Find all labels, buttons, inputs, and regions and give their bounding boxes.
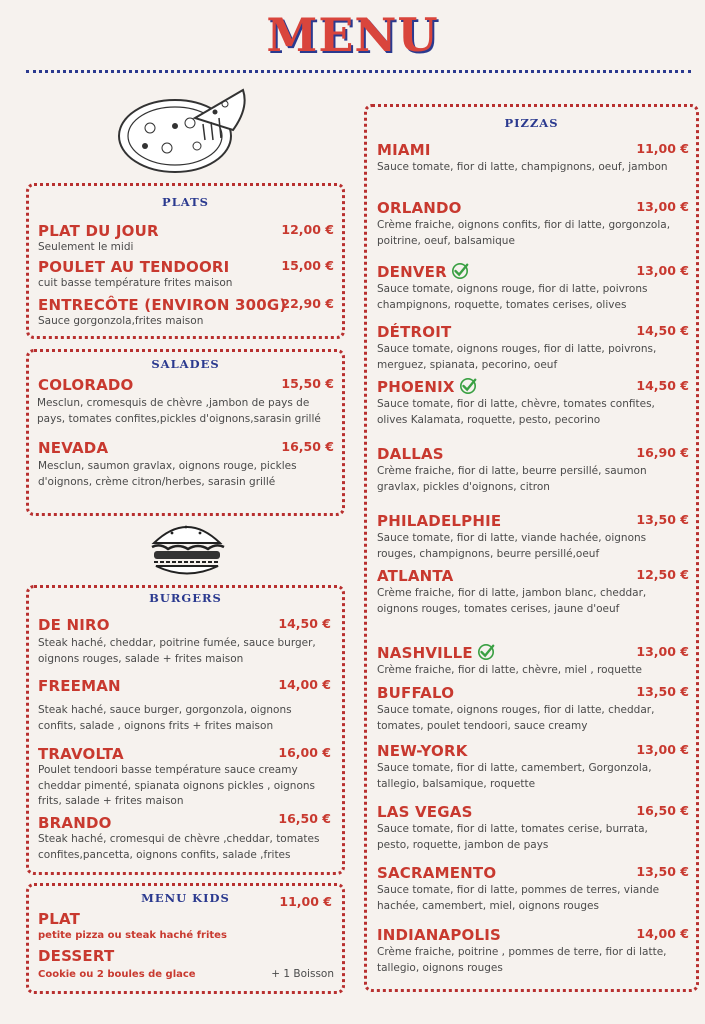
item-name [377,323,451,341]
item-description: Crème fraiche, fior di latte, chèvre, miel , roquette [377,664,643,676]
item-name-text: LAS VEGAS [377,803,473,821]
item-name: TRAVOLTA [38,745,124,763]
item-name: POULET AU TENDOORI [38,258,230,276]
pizzas-section [364,104,699,992]
item-name-text: ATLANTA [377,567,454,585]
item-name: BRANDO [38,814,112,832]
salades-section [26,349,345,516]
item-price: 16,90 € [636,445,689,460]
kids-heading: MENU KIDS [141,891,230,905]
item-description: Crème fraiche, fior di latte, beurre persillé, saumon gravlax, pickles d'oignons, citron [377,465,647,493]
item-description: Crème fraiche, oignons confits, fior di latte, gorgonzola, poitrine, oeuf, balsamique [377,219,671,247]
item-description: Sauce tomate, fior di latte, viande hachée, oignons rouges, champignons, beurre persillé,oeuf [377,532,647,560]
item-name-text: SACRAMENTO [377,864,497,882]
item-price: 12,00 € [281,222,334,237]
pizzas-heading: PIZZAS [504,116,559,130]
item-name [377,803,473,821]
item-name: COLORADO [38,376,134,394]
item-price: 13,50 € [636,684,689,699]
kids-plat-description: petite pizza ou steak haché frites [38,930,227,941]
item-description: Sauce tomate, fior di latte, champignons, oeuf, jambon [377,161,668,173]
item-name: ENTRECÔTE (ENVIRON 300G) [38,296,287,314]
item-price: 14,50 € [278,616,331,631]
item-name-text: DENVER [377,263,447,281]
item-description: Sauce gorgonzola,frites maison [38,315,204,327]
kids-drink-extra: + 1 Boisson [271,968,334,980]
item-description: Sauce tomate, oignons rouge, fior di latte, poivrons champignons, roquette, tomates cerises, olives [377,283,648,311]
item-price: 15,50 € [281,376,334,391]
item-price: 13,50 € [636,864,689,879]
item-name-text: MIAMI [377,141,431,159]
burgers-section [26,585,345,875]
item-description: Sauce tomate, fior di latte, chèvre, tomates confites, olives Kalamata, roquette, pesto, pecorino [377,398,655,426]
item-description: Sauce tomate, fior di latte, pommes de terres, viande hachée, camembert, miel, oignons rouges [377,884,660,912]
item-name-text: PHILADELPHIE [377,512,502,530]
item-price: 16,00 € [278,745,331,760]
item-description: Mesclun, cromesquis de chèvre ,jambon de pays de pays, tomates confites,pickles d'oignons,sarasin grillé [37,397,321,425]
item-name [377,378,477,396]
kids-price: 11,00 € [279,894,332,909]
item-price: 13,50 € [636,512,689,527]
item-description: cuit basse température frites maison [38,277,233,289]
item-name-text: INDIANAPOLIS [377,926,502,944]
item-name [377,567,453,585]
item-description: Steak haché, cromesqui de chèvre ,cheddar, tomates confites,pancetta, oignons confits, salade ,frites [38,833,320,861]
item-name [377,199,462,217]
item-description: Sauce tomate, fior di latte, camembert, Gorgonzola, tallegio, balsamique, roquette [377,762,652,790]
burger-illustration-icon [148,517,226,581]
kids-dessert-label: DESSERT [38,947,115,965]
item-price: 13,00 € [636,263,689,278]
vegetarian-check-icon [477,643,495,661]
item-name-text: NASHVILLE [377,644,473,662]
item-description: Sauce tomate, fior di latte, tomates cerise, burrata, pesto, roquette, jambon de pays [377,823,648,851]
item-name [377,864,496,882]
item-description: Steak haché, cheddar, poitrine fumée, sauce burger, oignons rouges, salade + frites maison [38,637,316,665]
item-description: Seulement le midi [38,241,134,253]
item-name-text: DÉTROIT [377,323,452,341]
item-description: Sauce tomate, oignons rouges, fior di latte, poivrons, merguez, spianata, pecorino, oeuf [377,343,657,371]
salades-heading: SALADES [151,357,220,371]
item-name-text: ORLANDO [377,199,462,217]
item-price: 14,50 € [636,378,689,393]
item-price: 16,50 € [636,803,689,818]
item-name [377,263,469,281]
item-name [377,742,468,760]
item-name-text: PHOENIX [377,378,455,396]
item-name [377,141,431,159]
item-description: Steak haché, sauce burger, gorgonzola, oignons confits, salade , oignons frits + frites maison [38,704,292,732]
burgers-heading: BURGERS [149,591,222,605]
item-description: Crème fraiche, poitrine , pommes de terre, fior di latte, tallegio, oignons rouges [377,946,667,974]
item-price: 14,50 € [636,323,689,338]
vegetarian-check-icon [459,377,477,395]
kids-plat-label: PLAT [38,910,81,928]
item-name-text: BUFFALO [377,684,455,702]
title-divider [26,70,691,73]
item-name: PLAT DU JOUR [38,222,159,240]
menu-title: MENU [266,8,439,62]
item-price: 14,00 € [278,677,331,692]
item-name: FREEMAN [38,677,121,695]
item-name-text: DALLAS [377,445,444,463]
plats-heading: PLATS [162,195,209,209]
item-name [377,684,454,702]
item-price: 15,00 € [281,258,334,273]
item-price: 13,00 € [636,742,689,757]
kids-dessert-description: Cookie ou 2 boules de glace [38,969,196,980]
item-name [377,512,501,530]
vegetarian-check-icon [451,262,469,280]
plats-section [26,183,345,339]
item-price: 13,00 € [636,199,689,214]
item-name [377,445,444,463]
item-price: 11,00 € [636,141,689,156]
menu-kids-section [26,883,345,994]
item-name-text: NEW-YORK [377,742,468,760]
item-description: Poulet tendoori basse température sauce creamy cheddar pimenté, spianata oignons pickles , oignons frits, salade + frites maison [38,764,316,807]
item-name [377,644,495,662]
item-price: 22,90 € [281,296,334,311]
item-name [377,926,501,944]
item-price: 16,50 € [281,439,334,454]
item-description: Sauce tomate, oignons rouges, fior di latte, cheddar, tomates, poulet tendoori, sauce creamy [377,704,655,732]
item-name: NEVADA [38,439,109,457]
item-description: Crème fraiche, fior di latte, jambon blanc, cheddar, oignons rouges, tomates cerises, jaune d'oeuf [377,587,647,615]
item-price: 12,50 € [636,567,689,582]
item-description: Mesclun, saumon gravlax, oignons rouge, pickles d'oignons, crème citron/herbes, sarasin grillé [38,460,297,488]
item-price: 13,00 € [636,644,689,659]
item-price: 14,00 € [636,926,689,941]
item-name: DE NIRO [38,616,110,634]
item-price: 16,50 € [278,811,331,826]
pizza-illustration-icon [115,78,250,178]
